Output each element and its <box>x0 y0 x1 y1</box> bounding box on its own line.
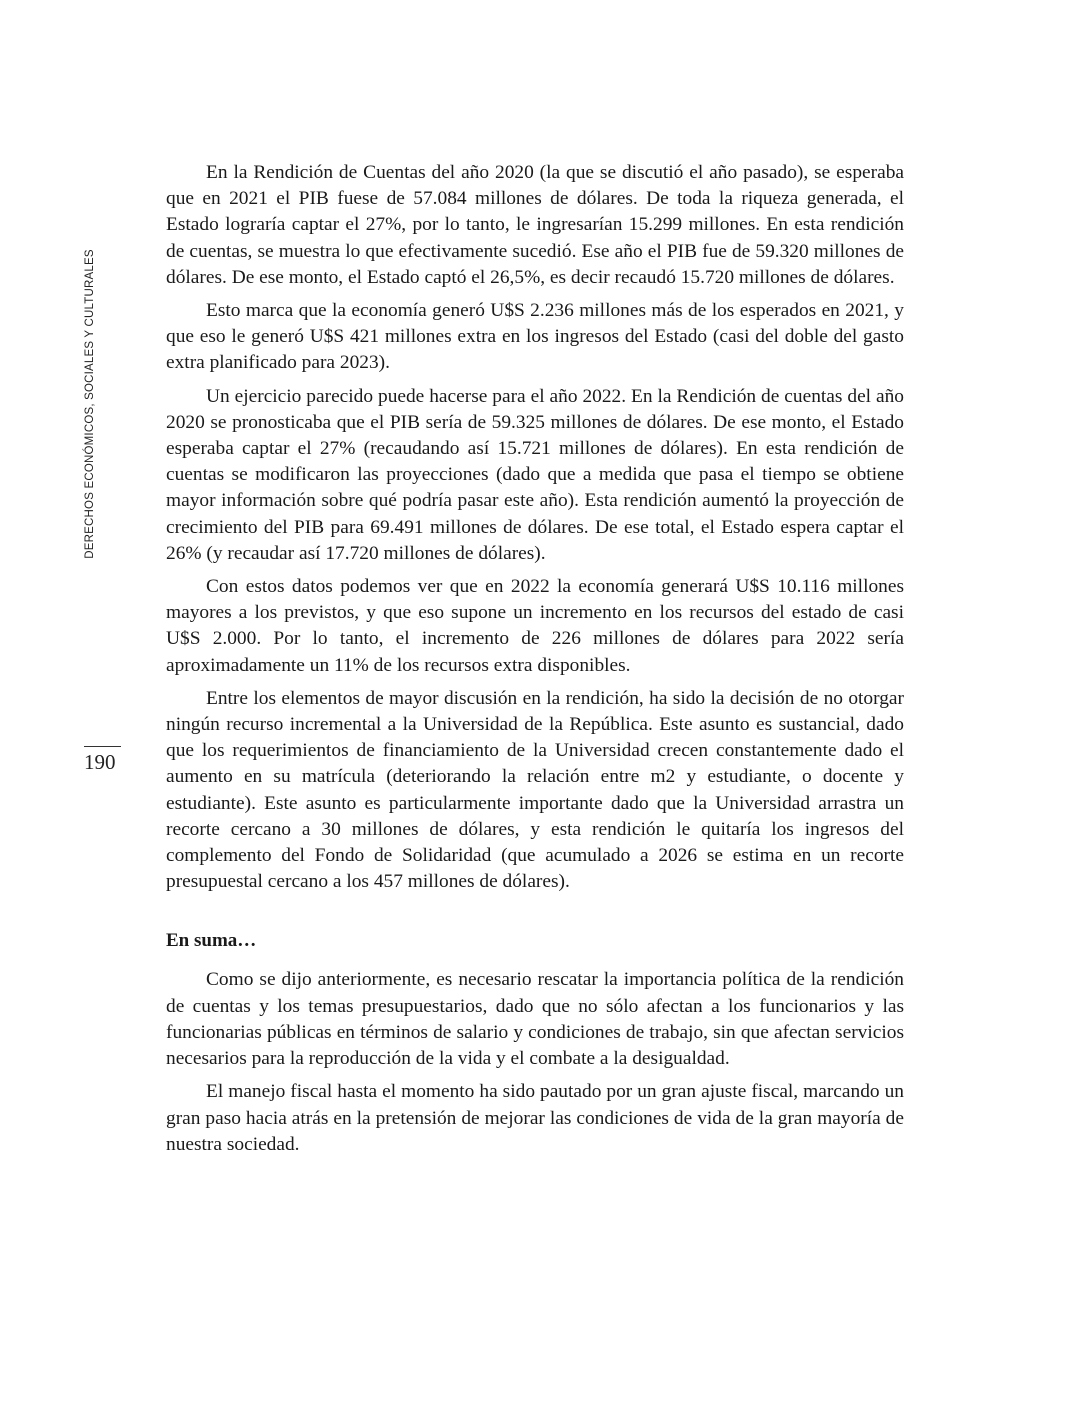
paragraph: El manejo fiscal hasta el momento ha sido pautado por un gran ajuste fiscal, marcando un gran paso hacia atrás en la pretensión de mejorar las condiciones de vida de la gran mayoría de nuestra sociedad. <box>166 1081 904 1155</box>
running-header: DERECHOS ECONÓMICOS, SOCIALES Y CULTURALES <box>84 249 96 559</box>
body-text <box>166 160 904 1165</box>
paragraph: Como se dijo anteriormente, es necesario rescatar la importancia política de la rendición de cuentas y los temas presupuestarios, dado que no sólo afectan a los funcionarios y las funcionarias públicas en términos de salario y condiciones de trabajo, sin que afectan servicios necesarios para la reproducción de la vida y el combate a la desigualdad. <box>166 969 904 1070</box>
page-number-rule <box>84 746 121 747</box>
section-heading: En suma… <box>166 930 257 952</box>
paragraph: Un ejercicio parecido puede hacerse para el año 2022. En la Rendición de cuentas del año 2020 se pronosticaba que el PIB sería de 59.325 millones de dólares. De ese monto, el Estado esperaba captar el 27% (recaudando así 15.721 millones de dólares). En esta rendición de cuentas se modificaron las proyecciones (dado que a medida que pasa el tiempo se obtiene mayor información sobre qué podría pasar este año). Esta rendición aumentó la proyección de crecimiento del PIB para 69.491 millones de dólares. De ese total, el Estado espera captar el 26% (y recaudar así 17.720 millones de dólares). <box>166 385 904 564</box>
page-number: 190 <box>84 750 116 774</box>
paragraph: Entre los elementos de mayor discusión en la rendición, ha sido la decisión de no otorgar ningún recurso incremental a la Universidad de la República. Este asunto es sustancial, dado que los requerimientos de financiamiento de la Universidad crecen constantemente dado el aumento en su matrícula (deteriorando la relación entre m2 y estudiante, o docente y estudiante). Este asunto es particularmente importante dado que la Universidad arrastra un recorte cercano a 30 millones de dólares, y esta rendición le quitaría los ingresos del complemento del Fondo de Solidaridad (que acumulado a 2026 se estima en un recorte presupuestal cercano a los 457 millones de dólares). <box>166 687 904 893</box>
paragraph: En la Rendición de Cuentas del año 2020 (la que se discutió el año pasado), se esperaba que en 2021 el PIB fuese de 57.084 millones de dólares. De toda la riqueza generada, el Estado lograría captar el 27%, por lo tanto, le ingresarían 15.299 millones. En esta rendición de cuentas, se muestra lo que efectivamente sucedió. Ese año el PIB fue de 59.320 millones de dólares. De ese monto, el Estado captó el 26,5%, es decir recaudó 15.720 millones de dólares. <box>166 162 904 288</box>
paragraph: Esto marca que la economía generó U$S 2.236 millones más de los esperados en 2021, y que eso le generó U$S 421 millones extra en los ingresos del Estado (casi del doble del gasto extra planificado para 2023). <box>166 300 904 374</box>
paragraph: Con estos datos podemos ver que en 2022 la economía generará U$S 10.116 millones mayores a los previstos, y que eso supone un incremento en los recursos del estado de casi U$S 2.000. Por lo tanto, el incremento de 226 millones de dólares para 2022 sería aproximadamente un 11% de los recursos extra disponibles. <box>166 576 904 676</box>
